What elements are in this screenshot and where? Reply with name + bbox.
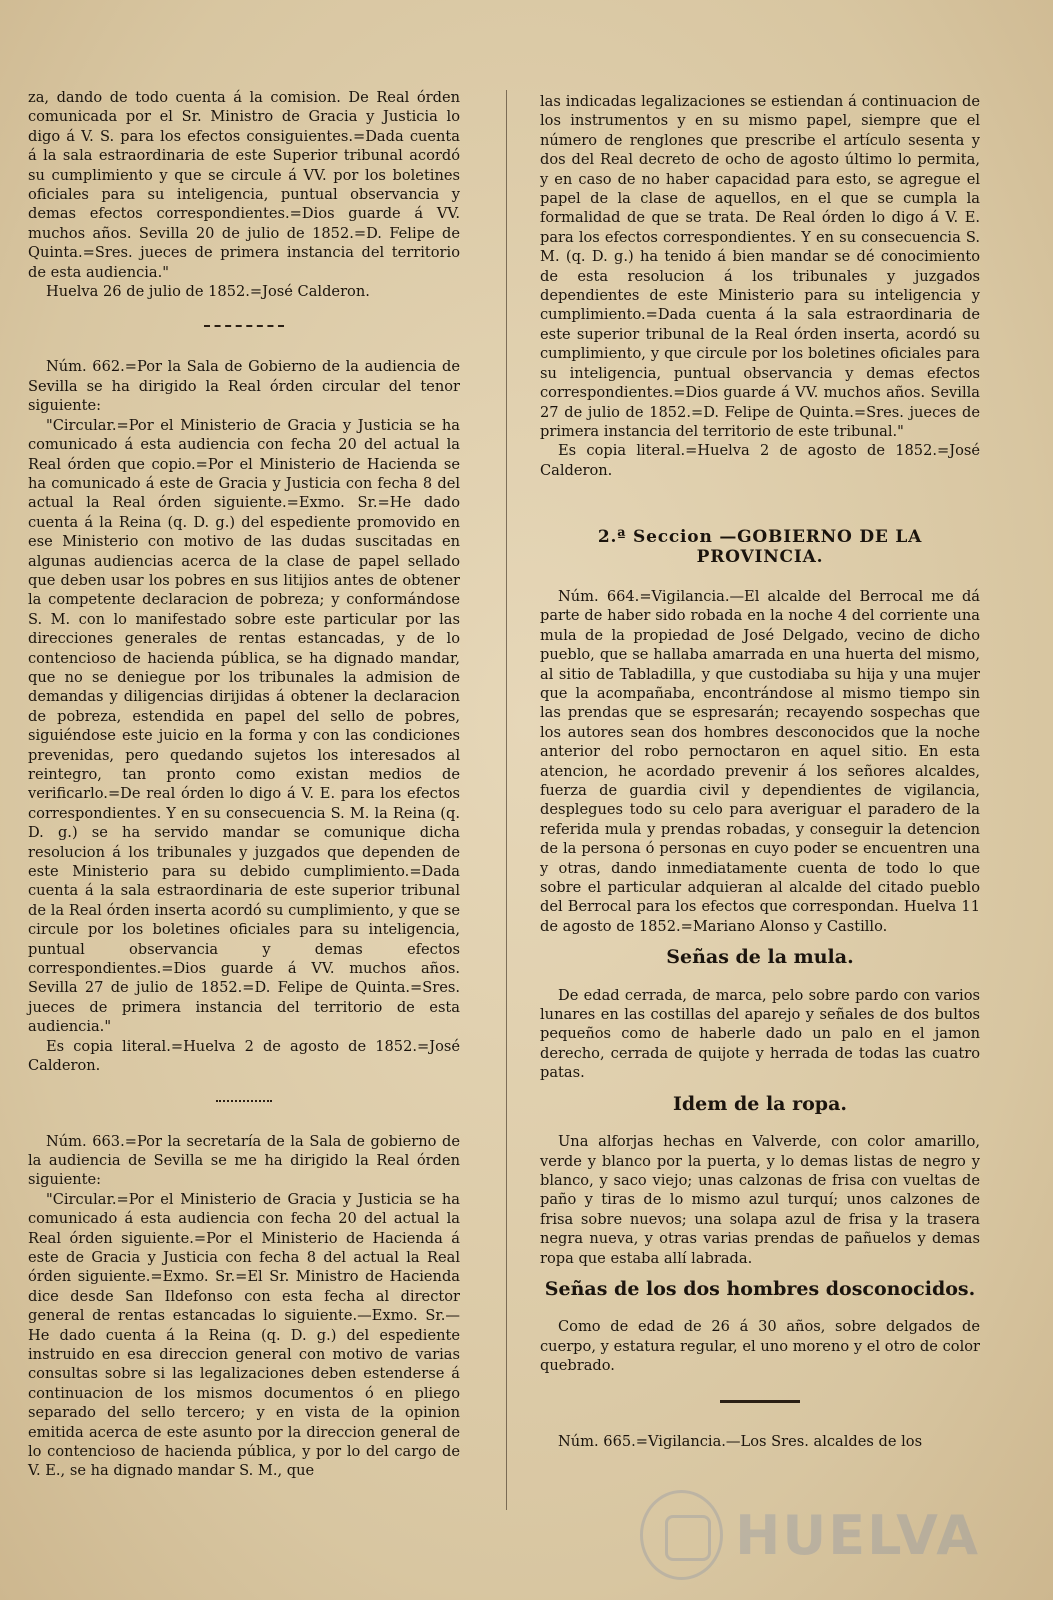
entry-665-heading: Núm. 665.=Vigilancia.—Los Sres. alcaldes de los [558, 1432, 923, 1450]
spacer [540, 480, 980, 528]
continuation-paragraph: las indicadas legalizaciones se estiendan á continuacion de los instrumentos y en su mismo papel, siempre que el número de renglones que prescribe el artículo sesenta y dos del Real decreto de ocho de agosto último lo permita, y en caso de no haber capacidad para esto, se agregue el papel de la clase de aquellos, en el que se cumpla la formalidad de que se trata. De Real órden lo digo á V. E. para los efectos correspondientes. Y en su consecuencia S. M. (q. D. g.) ha tenido á bien mandar se dé conocimiento de esta resolucion á los tribunales y juzgados dependientes de este Ministerio para su inteligencia y cumplimiento.=Dada cuenta á la sala estraordinaria de este superior tribunal de la Real órden inserta, acordó su cumplimiento, y que circule por los boletines oficiales para su inteligencia, puntual observancia y demas efectos correspondientes.=Dios guarde á VV. muchos años. Sevilla 27 de julio de 1852.=D. Felipe de Quinta.=Sres. jueces de primera instancia del territorio de este tribunal." [540, 93, 980, 440]
subheading-hombres: Señas de los dos hombres dosconocidos. [544, 1277, 976, 1300]
column-divider [506, 90, 507, 1510]
signature-line: Es copia literal.=Huelva 2 de agosto de 1852.=José Calderon. [540, 442, 980, 479]
archive-watermark [640, 1490, 980, 1580]
signature-line: Es copia literal.=Huelva 2 de agosto de 1852.=José Calderon. [28, 1037, 460, 1075]
entry-664-body: Núm. 664.=Vigilancia.—El alcalde del Berrocal me dá parte de haber sido robada en la noche 4 del corriente una mula de la propiedad de José Delgado, vecino de dicho pueblo, que se hallaba amarrada en una huerta del mismo, al sitio de Tabladilla, y que custodiaba su hija y una mujer que la acompañaba, encontrándose al mismo tiempo sin las prendas que se espresarán; recayendo sospechas que los autores sean dos hombres desconocidos que la noche anterior del robo pernoctaron en aquel sitio. En esta atencion, he acordado prevenir á los señores alcaldes, fuerza de guardia civil y dependientes de vigilancia, desplegues todo su celo para averiguar el paradero de la referida mula y prendas robadas, y conseguir la detencion de la persona ó personas en cuyo poder se encuentren una y otras, dando inmediatamente cuenta de todo lo que sobre el particular adquieran al alcalde del citado pueblo del Berrocal para los efectos que correspondan. Huelva 11 de agosto de 1852.=Mariano Alonso y Castillo. [540, 587, 980, 935]
signature-line: Huelva 26 de julio de 1852.=José Calderon. [46, 283, 370, 301]
section-heading: 2.ª Seccion —GOBIERNO DE LA PROVINCIA. [597, 527, 923, 567]
mula-description: De edad cerrada, de marca, pelo sobre pardo con varios lunares en las costillas del aparejo y señales de dos bultos pequeños como de haberle dado un palo en el jamon derecho, cerrada de quijote y herrada de todas las cuatro patas. [540, 986, 980, 1082]
ornament-divider [28, 1090, 460, 1112]
left-column [28, 88, 460, 1481]
continuation-paragraph: za, dando de todo cuenta á la comision. De Real órden comunicada por el Sr. Ministro de Gracia y Justicia lo digo á V. S. para los efectos consiguientes.=Dada cuenta á la sala estraordinaria de este Superior tribunal acordó su cumplimiento y que se circule á VV. por los boletines oficiales para su inteligencia, puntual observancia y demas efectos correspondientes.=Dios guarde á VV. muchos años. Sevilla 20 de julio de 1852.=D. Felipe de Quinta.=Sres. jueces de primera instancia del territorio de esta audiencia." [28, 89, 460, 281]
entry-662-body: "Circular.=Por el Ministerio de Gracia y Justicia se ha comunicado á esta audiencia con fecha 20 del actual la Real órden que copio.=Por el Ministerio de Hacienda se ha comunicado á este de Gracia y Justicia con fecha 8 del actual la Real órden siguiente.=Exmo. Sr.=He dado cuenta á la Reina (q. D. g.) del espediente promovido en ese Ministerio con motivo de las dudas suscitadas en algunas audiencias acerca de la clase de papel sellado que deben usar los pobres en sus litijios antes de obtener la competente declaracion de pobreza; y conformándose S. M. con lo manifestado sobre este particular por las direcciones generales de rentas estancadas, y de lo contencioso de hacienda pública, se ha dignado mandar, que no se deniegue por los tribunales la admision de demandas y diligencias dirijidas á obtener la declaracion de pobreza, estendida en papel del sello de pobres, siguiéndose este juicio en la forma y con las condiciones prevenidas, pero quedando sujetos los interesados al reintegro, tan pronto como existan medios de verificarlo.=De real órden lo digo á V. E. para los efectos correspondientes. Y en su consecuencia S. M. la Reina (q. D. g.) se ha servido mandar se comunique dicha resolucion á los tribunales y juzgados que dependen de este Ministerio para su debido cumplimiento.=Dada cuenta á la sala estraordinaria de este superior tribunal de la Real órden inserta acordó su cumplimiento, y que se circule por los boletines oficiales para su inteligencia, puntual observancia y demas efectos correspondientes.=Dios guarde á VV. muchos años. Sevilla 27 de julio de 1852.=D. Felipe de Quinta.=Sres. jueces de primera instancia del territorio de esta audiencia." [28, 416, 460, 1036]
ornament-divider [540, 1390, 980, 1412]
entry-663-body: "Circular.=Por el Ministerio de Gracia y Justicia se ha comunicado á esta audiencia con fecha 20 del actual la Real órden siguiente.=Por el Ministerio de Hacienda á este de Gracia y Justicia con fecha 8 del actual la Real órden siguiente.=Exmo. Sr.=El Sr. Ministro de Hacienda dice desde San Ildefonso con esta fecha al director general de rentas estancadas lo siguiente.—Exmo. Sr.—He dado cuenta á la Reina (q. D. g.) del espediente instruido en esa direccion general con motivo de varias consultas sobre si las legalizaciones deben estenderse á continuacion de los mismos documentos ó en pliego separado del sello tercero; y en vista de la opinion emitida acerca de este asunto por la direccion general de lo contencioso de hacienda pública, y por lo del cargo de V. E., se ha dignado mandar S. M., que [28, 1190, 460, 1480]
ropa-description: Una alforjas hechas en Valverde, con color amarillo, verde y blanco por la puerta, y lo demas listas de negro y blanco, y saco viejo; unas calzonas de frisa con vueltas de paño y tiras de lo mismo azul turquí; unos calzones de frisa sobre nuevos; una solapa azul de frisa y la trasera negra nueva, y otras varias prendas de pañuelos y demas ropa que estaba allí labrada. [540, 1133, 980, 1267]
entry-663-heading: Núm. 663.=Por la secretaría de la Sala de gobierno de la audiencia de Sevilla se me ha dirigido la Real órden siguiente: [28, 1132, 460, 1189]
right-column [540, 92, 980, 1451]
watermark-text: HUELVA [735, 1503, 980, 1567]
seal-icon [640, 1490, 723, 1580]
ornament-divider [28, 315, 460, 337]
hombres-description: Como de edad de 26 á 30 años, sobre delgados de cuerpo, y estatura regular, el uno moreno y el otro de color quebrado. [540, 1318, 980, 1375]
subheading-ropa: Idem de la ropa. [672, 1092, 847, 1115]
subheading-mula: Señas de la mula. [666, 946, 854, 969]
entry-662-heading: Núm. 662.=Por la Sala de Gobierno de la audiencia de Sevilla se ha dirigido la Real órden circular del tenor siguiente: [28, 358, 460, 415]
